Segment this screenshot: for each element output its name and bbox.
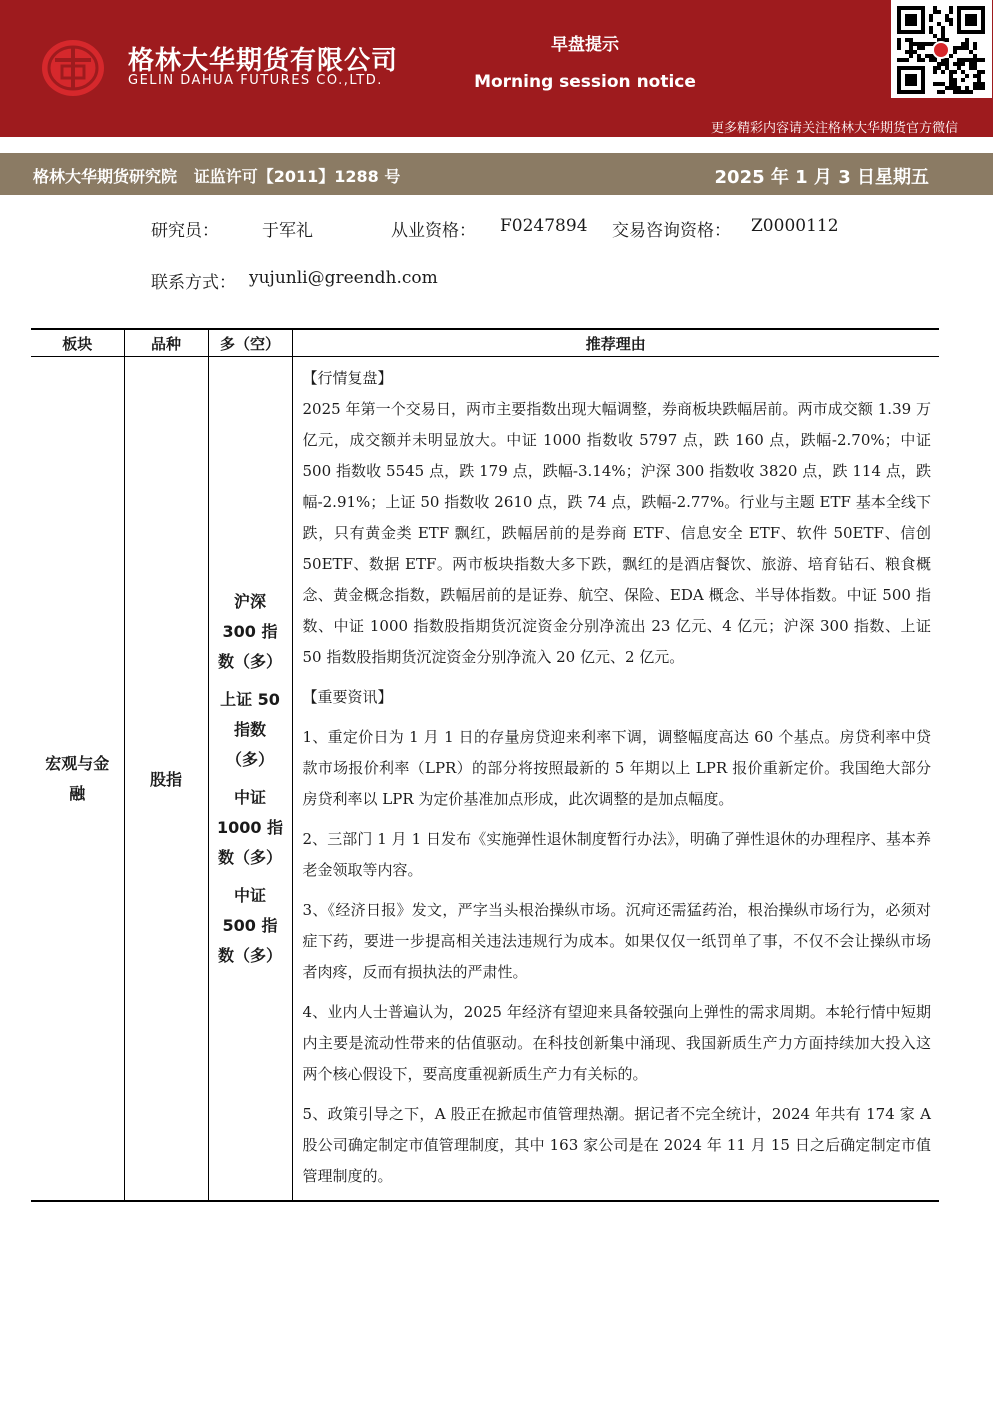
review-text: 2025 年第一个交易日，两市主要指数出现大幅调整，券商板块跌幅居前。两市成交额 1.39 万亿元，成交额并未明显放大。中证 1000 指数收 5797 点，跌 160 点，跌幅-2.70%；中证 500 指数收 5545 点，跌 179 点，跌幅-3.14%；沪深 300 指数收 3820 点，跌 114 点，跌幅-2.91%；上证 50 指数收 2610 点，跌 74 点，跌幅-2.77%。行业与主题 ETF 基本全线下跌，只有黄金类 ETF 飘红，跌幅居前的是券商 ETF、信息安全 ETF、软件 50ETF、信创 50ETF、数据 ETF。两市板块指数大多下跌，飘红的是酒店餐饮、旅游、培育钻石、粮食概念、黄金概念指数，跌幅居前的是证券、航空、保险、EDA 概念、半导体指数。中证 500 指数、中证 1000 指数股指期货沉淀资金分别净流出 23 亿元、4 亿元；沪深 300 指数、上证 50 指数股指期货沉淀资金分别净流入 20 亿元、2 亿元。 (302, 400, 931, 666)
news-item: 1、重定价日为 1 月 1 日的存量房贷迎来利率下调，调整幅度高达 60 个基点。房贷利率中贷款市场报价利率（LPR）的部分将按照最新的 5 年期以上 LPR 报价重新定价。我国绝大部分房贷利率以 LPR 为定价基准加点形成，此次调整的是加点幅度。 (302, 728, 931, 808)
reason-cell (292, 357, 939, 1202)
report-date: 2025 年 1 月 3 日星期五 (714, 167, 929, 188)
recommendation-table (31, 328, 939, 1202)
license-number: 证监许可【2011】1288 号 (193, 167, 401, 186)
variety-cell: 股指 (124, 357, 208, 1202)
review-title: 【行情复盘】 (302, 369, 393, 387)
direction-item: 中证 500 指数（多） (217, 885, 282, 965)
header-variety: 品种 (124, 329, 208, 357)
header-direction: 多（空） (208, 329, 292, 357)
qualification-value: F0247894 (500, 216, 588, 236)
company-name-cn: 格林大华期货有限公司 (128, 46, 399, 76)
header-sector: 板块 (31, 329, 124, 357)
institute-license (33, 164, 400, 187)
news-title: 【重要资讯】 (302, 688, 393, 706)
researcher-name: 于军礼 (262, 221, 313, 241)
institute-name: 格林大华期货研究院 (33, 167, 178, 186)
direction-cell (208, 357, 292, 1202)
consult-value: Z0000112 (751, 216, 839, 236)
sector-cell: 宏观与金融 (31, 357, 124, 1202)
notice-title-cn: 早盘提示 (551, 35, 619, 55)
info-bar (0, 153, 993, 195)
company-name-en: GELIN DAHUA FUTURES CO.,LTD. (128, 73, 383, 88)
researcher-label: 研究员： (151, 221, 219, 241)
news-item: 3、《经济日报》发文，严字当头根治操纵市场。沉疴还需猛药治，根治操纵市场行为，必须对症下药，要进一步提高相关违法违规行为成本。如果仅仅一纸罚单了事，不仅不会让操纵市场者肉疼，反而有损执法的严肃性。 (302, 901, 931, 981)
qr-code-icon (891, 0, 992, 98)
table-row (31, 357, 939, 1202)
contact-label: 联系方式： (151, 273, 236, 293)
news-item: 2、三部门 1 月 1 日发布《实施弹性退休制度暂行办法》，明确了弹性退休的办理程序、基本养老金领取等内容。 (302, 830, 931, 879)
header-reason: 推荐理由 (292, 329, 939, 357)
news-item: 5、政策引导之下，A 股正在掀起市值管理热潮。据记者不完全统计，2024 年共有 174 家 A 股公司确定制定市值管理制度，其中 163 家公司是在 2024 年 11 月 15 日之后确定制定市值管理制度的。 (302, 1105, 931, 1185)
direction-item: 上证 50 指数（多） (220, 689, 280, 769)
qualification-label: 从业资格： (391, 221, 476, 241)
direction-item: 中证 1000 指数（多） (216, 787, 284, 867)
follow-wechat-text: 更多精彩内容请关注格林大华期货官方微信 (710, 121, 958, 136)
header-banner (0, 0, 993, 137)
table-header-row (31, 329, 939, 357)
consult-label: 交易咨询资格： (612, 221, 731, 241)
news-item: 4、业内人士普遍认为，2025 年经济有望迎来具备较强向上弹性的需求周期。本轮行情中短期内主要是流动性带来的估值驱动。在科技创新集中涌现、我国新质生产力方面持续加大投入这两个核心假设下，要高度重视新质生产力有关标的。 (302, 1003, 931, 1083)
direction-item: 沪深 300 指数（多） (217, 591, 282, 671)
notice-title-en: Morning session notice (474, 72, 696, 92)
contact-email: yujunli@greendh.com (249, 268, 438, 288)
